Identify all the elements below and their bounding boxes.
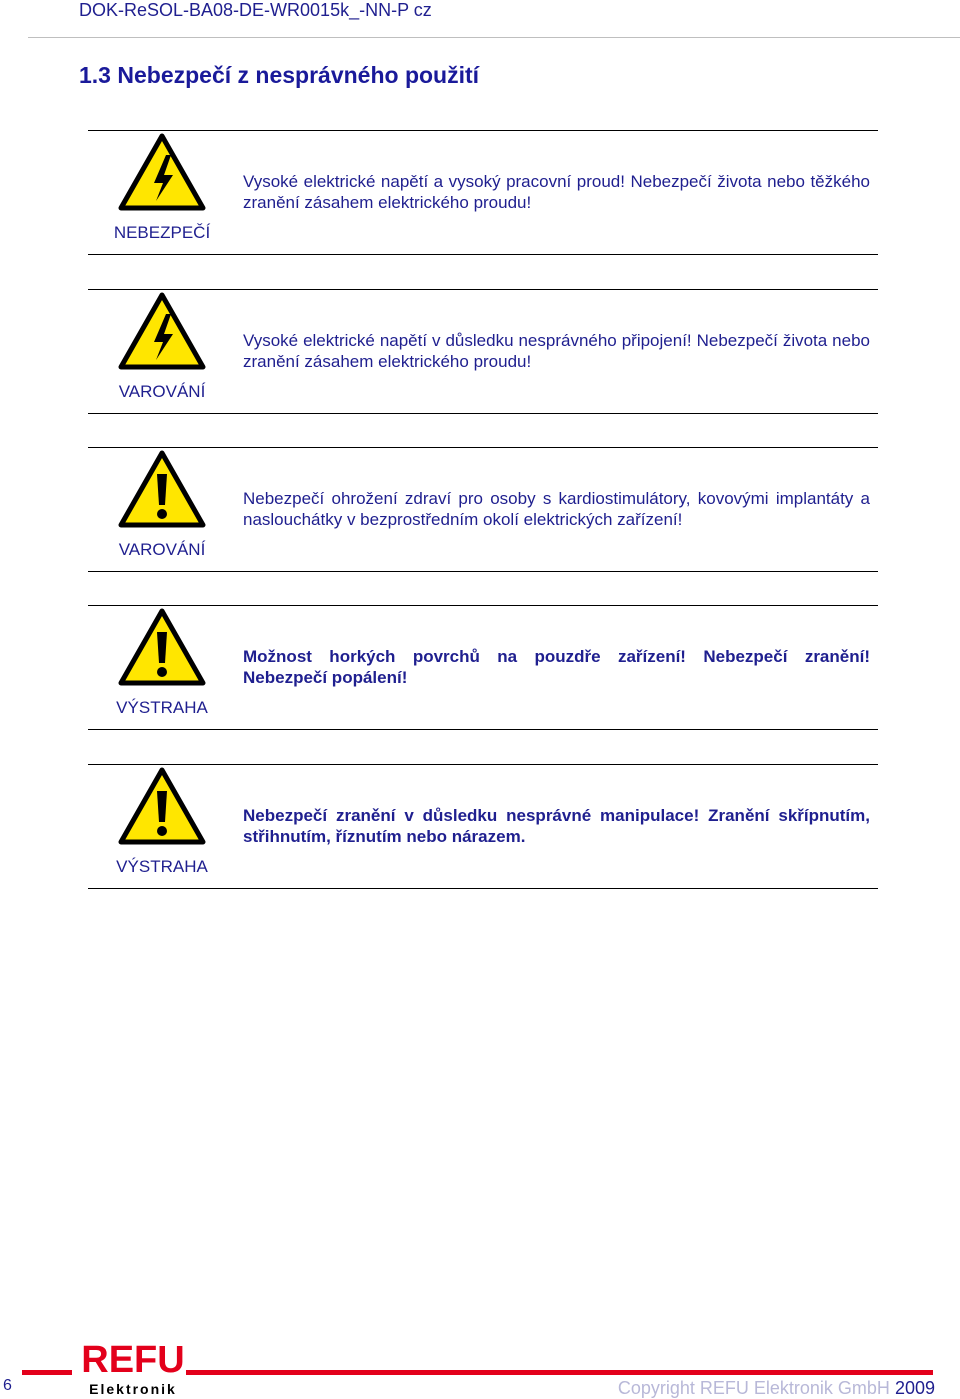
general-warning-icon	[118, 767, 206, 845]
section-title: 1.3 Nebezpečí z nesprávného použití	[79, 62, 480, 88]
notice-top-divider	[88, 130, 878, 131]
notice-top-divider	[88, 289, 878, 290]
notice-top-divider	[88, 447, 878, 448]
notice-top-divider	[88, 605, 878, 606]
notice-top-divider	[88, 764, 878, 765]
page-footer	[0, 1330, 960, 1399]
notice-bottom-divider	[88, 254, 878, 255]
high-voltage-warning-icon	[118, 292, 206, 370]
high-voltage-warning-icon	[118, 133, 206, 211]
hazard-level-label: NEBEZPEČÍ	[113, 223, 211, 242]
hazard-level-label: VAROVÁNÍ	[118, 382, 206, 401]
refu-logo	[80, 1338, 186, 1398]
notice-message: Možnost horkých povrchů na pouzdře zařízení! Nebezpečí zranění! Nebezpečí popálení!	[243, 647, 870, 687]
notice-message: Vysoké elektrické napětí v důsledku nesprávného připojení! Nebezpečí života nebo zranění zásahem elektrického proudu!	[243, 331, 870, 371]
document-id: DOK-ReSOL-BA08-DE-WR0015k_-NN-P cz	[79, 0, 432, 20]
notice-message: Vysoké elektrické napětí a vysoký pracovní proud! Nebezpečí života nebo těžkého zranění zásahem elektrického proudu!	[243, 172, 870, 212]
notice-bottom-divider	[88, 571, 878, 572]
copyright-notice	[618, 1378, 935, 1399]
notice-bottom-divider	[88, 729, 878, 730]
safety-notice	[88, 764, 878, 889]
notice-message: Nebezpečí zranění v důsledku nesprávné manipulace! Zranění skřípnutím, střihnutím, říznutím nebo nárazem.	[243, 806, 870, 846]
logo-subtext: Elektronik	[89, 1381, 177, 1397]
safety-notice	[88, 289, 878, 414]
header-divider	[28, 37, 960, 38]
hazard-level-label: VÝSTRAHA	[116, 698, 208, 717]
footer-red-bar-left	[22, 1370, 72, 1375]
hazard-level-label: VÝSTRAHA	[116, 857, 208, 876]
footer-red-bar-right	[186, 1370, 933, 1375]
general-warning-icon	[118, 450, 206, 528]
copyright-year: 2009	[894, 1378, 935, 1398]
notice-bottom-divider	[88, 888, 878, 889]
notice-bottom-divider	[88, 413, 878, 414]
copyright-text: Copyright REFU Elektronik GmbH	[617, 1378, 890, 1398]
safety-notice	[88, 130, 878, 255]
notice-message: Nebezpečí ohrožení zdraví pro osoby s kardiostimulátory, kovovými implantáty a naslouchátky v bezprostředním okolí elektrických zařízení!	[243, 489, 870, 529]
safety-notice	[88, 605, 878, 730]
hazard-level-label: VAROVÁNÍ	[118, 540, 206, 559]
logo-wordmark: REFU	[81, 1339, 185, 1381]
safety-notice	[88, 447, 878, 572]
page-number: 6	[3, 1377, 12, 1394]
general-warning-icon	[118, 608, 206, 686]
